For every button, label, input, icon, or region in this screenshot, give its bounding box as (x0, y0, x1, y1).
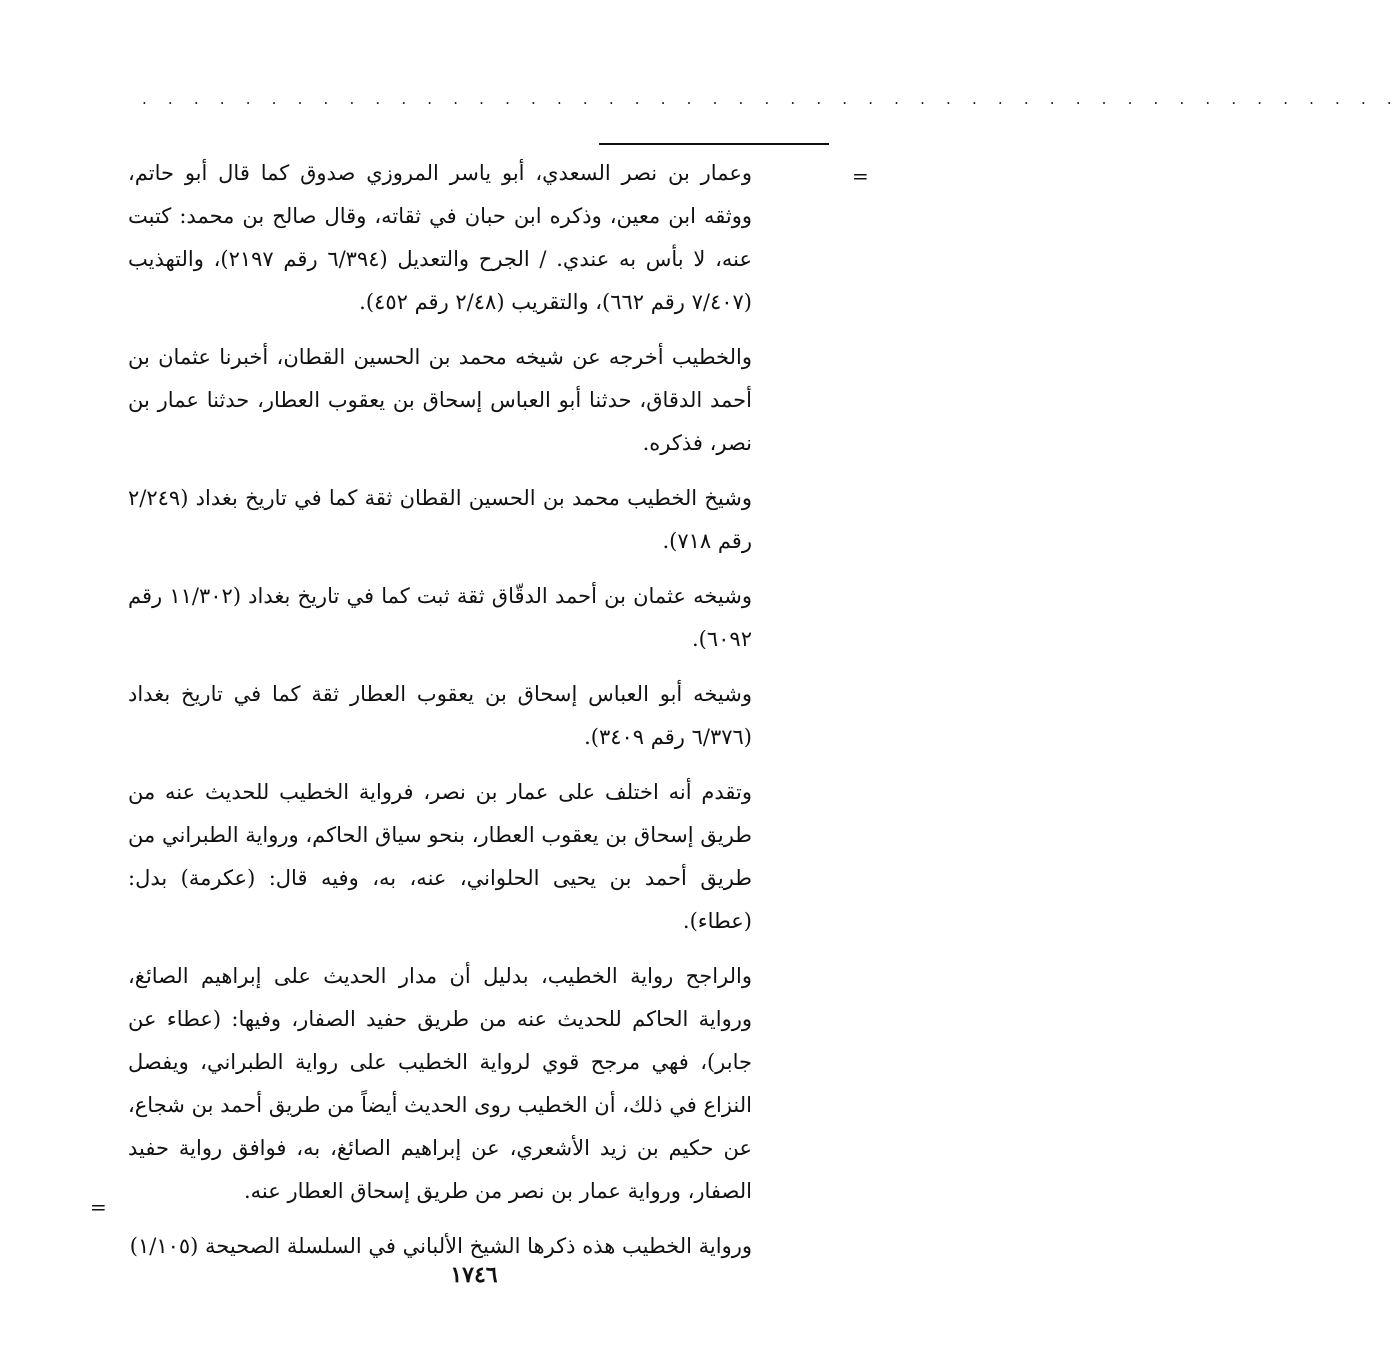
paragraph-disagreement: وتقدم أنه اختلف على عمار بن نصر، فرواية الخطيب للحديث عنه من طريق إسحاق بن يعقوب العطار، بنحو سياق الحاكم، ورواية الطبراني من طريق أحمد بن يحيى الحلواني، عنه، به، وفيه قال: (عكرمة) بدل: (عطاء). (128, 780, 752, 933)
footnote-separator-rule (599, 143, 829, 145)
page-number: ١٧٤٦ (450, 1262, 498, 1288)
paragraph-shaykh-qattan: وشيخ الخطيب محمد بن الحسين القطان ثقة كما في تاريخ بغداد (٢/٢٤٩ رقم ٧١٨). (128, 486, 752, 553)
paragraph-shaykh-attar: وشيخه أبو العباس إسحاق بن يعقوب العطار ثقة كما في تاريخ بغداد (٦/٣٧٦ رقم ٣٤٠٩). (128, 682, 752, 749)
paragraph-narrator-ammar: وعمار بن نصر السعدي، أبو ياسر المروزي صدوق كما قال أبو حاتم، ووثقه ابن معين، وذكره ابن حبان في ثقاته، وقال صالح بن محمد: كتبت عنه، لا بأس به عندي. / الجرح والتعديل (٦/٣٩٤ رقم ٢١٩٧)، والتهذيب (٧/٤٠٧ رقم ٦٦٢)، والتقريب (٢/٤٨ رقم ٤٥٢). (128, 161, 752, 314)
footnote-body (128, 152, 752, 1280)
continuation-mark-top: = (852, 164, 869, 188)
continuation-mark-bottom: = (90, 1195, 107, 1219)
header-dotted-line: . . . . . . . . . . . . . . . . . . . . . . . . . . . . . . . . . . . . . . . . . . . . . . . . . (142, 90, 1400, 108)
paragraph-shaykh-daqqaq: وشيخه عثمان بن أحمد الدقّاق ثقة ثبت كما في تاريخ بغداد (١١/٣٠٢ رقم ٦٠٩٢). (128, 584, 752, 651)
paragraph-albani-reference: ورواية الخطيب هذه ذكرها الشيخ الألباني في السلسلة الصحيحة (١/١٠٥) (129, 1234, 752, 1258)
paragraph-preferred-narration: والراجح رواية الخطيب، بدليل أن مدار الحديث على إبراهيم الصائغ، ورواية الحاكم للحديث عنه من طريق حفيد الصفار، وفيها: (عطاء عن جابر)، فهي مرجح قوي لرواية الخطيب على رواية الطبراني، ويفصل النزاع في ذلك، أن الخطيب روى الحديث أيضاً من طريق أحمد بن شجاع، عن حكيم بن زيد الأشعري، عن إبراهيم الصائغ، به، فوافق رواية حفيد الصفار، ورواية عمار بن نصر من طريق إسحاق العطار عنه. (128, 964, 752, 1203)
paragraph-khatib-chain: والخطيب أخرجه عن شيخه محمد بن الحسين القطان، أخبرنا عثمان بن أحمد الدقاق، حدثنا أبو العباس إسحاق بن يعقوب العطار، حدثنا عمار بن نصر، فذكره. (128, 345, 752, 455)
